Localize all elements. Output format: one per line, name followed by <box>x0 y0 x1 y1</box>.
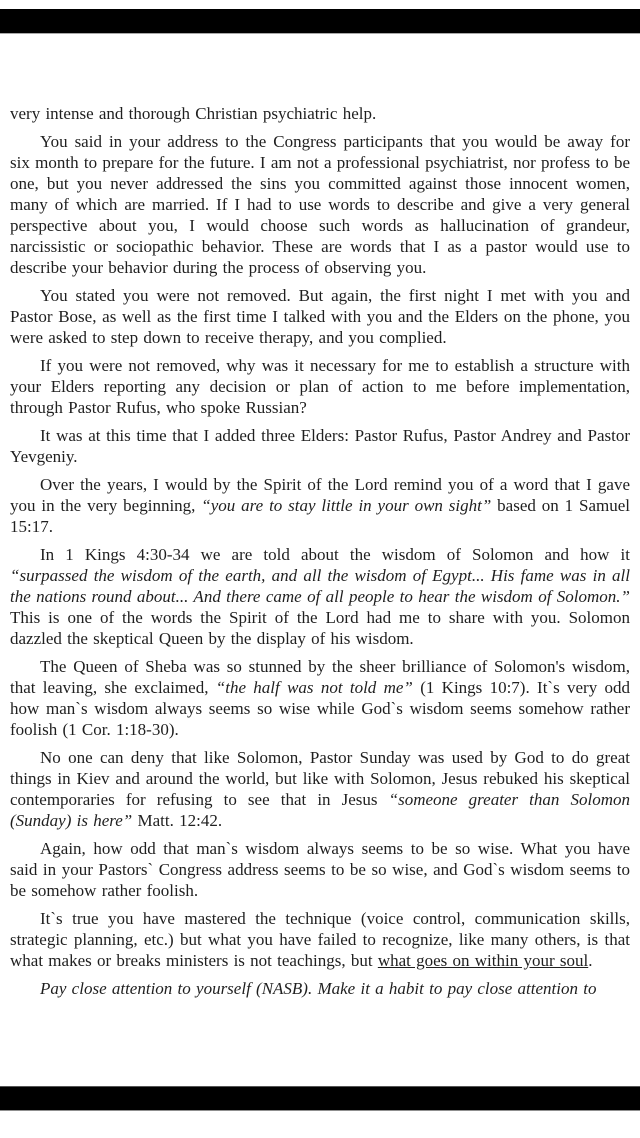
paragraph <box>10 474 630 537</box>
paragraph <box>10 978 630 999</box>
text-run: “someone greater than Solomon (Sunday) is here” <box>10 790 631 830</box>
text-run: You said in your address to the Congress participants that you would be away for six month to prepare for the future. I am not a professional psychiatrist, nor profess to be one, but you never addressed the sins you committed against those innocent women, many of which are married. If I had to use words to describe and give a very general perspective about you, I would choose such words as hallucination of grandeur, narcissistic or sociopathic behavior. These are words that I as a pastor would use to describe your behavior during the process of observing you. <box>10 132 630 277</box>
text-run: If you were not removed, why was it necessary for me to establish a structure with your Elders reporting any decision or plan of action to me before implementation, through Pastor Rufus, who spoke Russian? <box>10 356 630 417</box>
text-run: No one can deny that like Solomon, Pastor Sunday was used by God to do great things in Kiev and around the world, but like with Solomon, Jesus rebuked his skeptical contemporaries for refusing to see that in Jesus <box>10 748 630 809</box>
text-run: “surpassed the wisdom of the earth, and all the wisdom of Egypt... His fame was in all the nations round about... And there came of all people to hear the wisdom of Solomon.” <box>10 566 630 606</box>
text-run: . <box>588 951 593 970</box>
text-run: In 1 Kings 4:30-34 we are told about the wisdom of Solomon and how it <box>40 545 630 564</box>
text-run: “you are to stay little in your own sight” <box>201 496 492 515</box>
text-run: what goes on within your soul <box>377 951 589 970</box>
text-run: “the half was not told me” <box>215 678 413 697</box>
paragraph <box>10 544 630 649</box>
text-run: The Queen of Sheba was so stunned by the sheer brilliance of Solomon's wisdom, that leaving, she exclaimed, <box>10 657 630 697</box>
text-run: This is one of the words the Spirit of the Lord had me to share with you. Solomon dazzled the skeptical Queen by the display of his wisdom. <box>10 608 630 648</box>
text-run: (1 Kings 10:7). It`s very odd how man`s wisdom always seems so wise while God`s wisdom seems somehow rather foolish (1 Cor. 1:18-30). <box>10 678 631 739</box>
paragraph <box>10 355 630 418</box>
text-run: Matt. 12:42. <box>132 811 223 830</box>
paragraph <box>10 103 630 124</box>
text-run: Again, how odd that man`s wisdom always seems to be so wise. What you have said in your Pastors` Congress address seems to be so wise, and God`s wisdom seems to be somehow rather foolish. <box>10 839 630 900</box>
text-run: You stated you were not removed. But again, the first night I met with you and Pastor Bose, as well as the first time I talked with you and the Elders on the phone, you were asked to step down to receive therapy, and you complied. <box>10 286 630 347</box>
paragraph <box>10 656 630 740</box>
paragraph <box>10 838 630 901</box>
text-run: Over the years, I would by the Spirit of the Lord remind you of a word that I gave you in the very beginning, <box>10 475 630 515</box>
top-letterbox-bar <box>0 9 640 34</box>
paragraph <box>10 285 630 348</box>
text-run: based on 1 Samuel 15:17. <box>10 496 630 536</box>
paragraph <box>10 747 630 831</box>
paragraph <box>10 425 630 467</box>
paragraph <box>10 131 630 278</box>
text-run: Pay close attention to yourself (NASB). Make it a habit to pay close attention to <box>40 979 597 998</box>
document-page <box>10 103 630 1006</box>
text-run: very intense and thorough Christian psychiatric help. <box>10 104 377 123</box>
bottom-letterbox-bar <box>0 1086 640 1111</box>
text-run: It`s true you have mastered the technique (voice control, communication skills, strategic planning, etc.) but what you have failed to recognize, like many others, is that what makes or breaks ministers is not teachings, but <box>10 909 630 970</box>
paragraph <box>10 908 630 971</box>
text-run: It was at this time that I added three Elders: Pastor Rufus, Pastor Andrey and Pastor Yevgeniy. <box>10 426 630 466</box>
